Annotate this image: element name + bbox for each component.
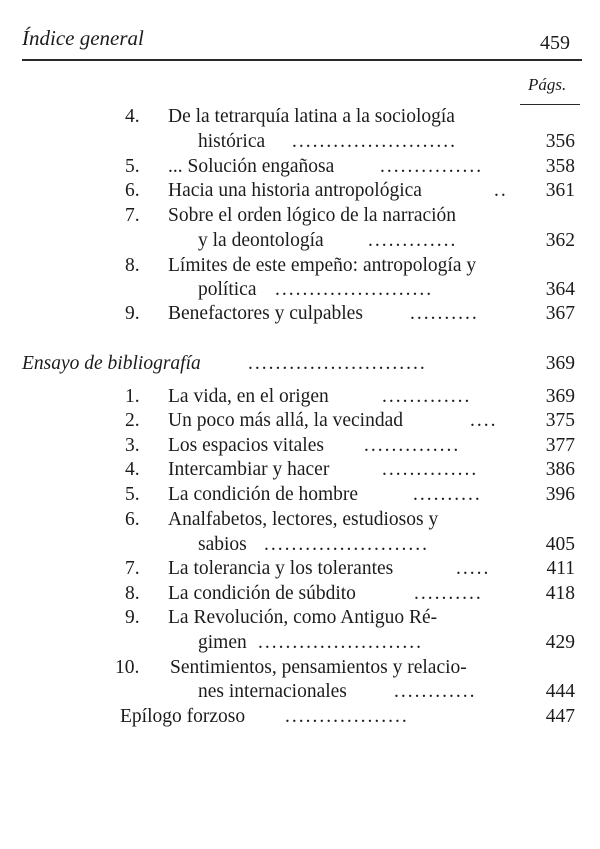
leader-dots: ............. [382, 386, 472, 407]
leader-dots: .......... [414, 583, 483, 604]
epilogue-title: Epílogo forzoso [120, 706, 246, 727]
running-header-title: Índice general [22, 26, 144, 50]
leader-dots: ............. [368, 230, 458, 251]
leader-dots: .................. [285, 706, 409, 727]
toc-entry-title: ... Solución engañosa [168, 156, 335, 177]
leader-dots: .... [470, 410, 498, 431]
toc-entry-title: Intercambiar y hacer [168, 459, 330, 480]
toc-entry-num: 7. [125, 205, 140, 226]
toc-entry-title: La vida, en el origen [168, 386, 329, 407]
toc-entry-title: La condición de hombre [168, 484, 359, 505]
toc-entry-page: 369 [545, 386, 575, 407]
toc-entry-page: 362 [545, 230, 575, 251]
toc-entry-title-cont: nes internacionales [198, 681, 347, 702]
leader-dots: .......... [413, 484, 482, 505]
toc-entry-title: Analfabetos, lectores, estudiosos y [168, 509, 439, 530]
toc-entry-page: 405 [545, 534, 575, 555]
leader-dots: ....................... [275, 279, 434, 300]
toc-entry-title-cont: histórica [198, 131, 266, 152]
toc-entry-title: Benefactores y culpables [168, 303, 363, 324]
toc-entry-title: Hacia una historia antropológica [168, 180, 422, 201]
toc-entry-title: Límites de este empeño: antropología y [168, 255, 477, 276]
toc-entry-page: 361 [545, 180, 575, 201]
toc-entry-title-cont: política [198, 279, 257, 300]
toc-entry-num: 9. [125, 607, 140, 628]
toc-entry-title: La condición de súbdito [168, 583, 356, 604]
toc-entry-title-cont: sabios [198, 534, 247, 555]
toc-entry-title: Sentimientos, pensamientos y relacio- [170, 657, 467, 678]
toc-entry-page: 444 [545, 681, 575, 702]
toc-entry-page: 367 [545, 303, 575, 324]
leader-dots: ..... [456, 558, 491, 579]
toc-entry-page: 411 [546, 558, 575, 579]
pages-column-rule [520, 104, 580, 105]
leader-dots: .. [494, 180, 508, 201]
leader-dots: .......................... [248, 353, 427, 374]
toc-entry-num: 6. [125, 509, 140, 530]
toc-entry-num: 4. [125, 106, 140, 127]
toc-entry-title: De la tetrarquía latina a la sociología [168, 106, 455, 127]
toc-entry-title: La tolerancia y los tolerantes [168, 558, 394, 579]
toc-entry-title: La Revolución, como Antiguo Ré- [168, 607, 438, 628]
leader-dots: ............... [380, 156, 484, 177]
toc-entry-num: 5. [125, 156, 140, 177]
header-rule [22, 59, 582, 61]
section-title: Ensayo de bibliografía [22, 353, 201, 374]
toc-entry-page: 375 [545, 410, 575, 431]
section-page: 369 [545, 353, 575, 374]
toc-entry-num: 8. [125, 583, 140, 604]
leader-dots: .............. [382, 459, 479, 480]
toc-entry-title-cont: gimen [198, 632, 247, 653]
toc-entry-page: 358 [545, 156, 575, 177]
toc-entry-num: 4. [125, 459, 140, 480]
pages-column-label: Págs. [528, 75, 567, 94]
toc-entry-num: 3. [125, 435, 140, 456]
toc-entry-title: Un poco más allá, la vecindad [168, 410, 403, 431]
page-number: 459 [540, 32, 570, 54]
toc-entry-page: 364 [545, 279, 575, 300]
leader-dots: ........................ [264, 534, 429, 555]
toc-entry-num: 2. [125, 410, 140, 431]
toc-entry-page: 418 [545, 583, 575, 604]
toc-entry-num: 1. [125, 386, 140, 407]
leader-dots: .......... [410, 303, 479, 324]
toc-entry-page: 356 [545, 131, 575, 152]
epilogue-page: 447 [545, 706, 575, 727]
toc-entry-num: 6. [125, 180, 140, 201]
toc-entry-page: 377 [545, 435, 575, 456]
toc-entry-title: Sobre el orden lógico de la narración [168, 205, 457, 226]
leader-dots: ........................ [292, 131, 457, 152]
toc-entry-num: 9. [125, 303, 140, 324]
leader-dots: ........................ [258, 632, 423, 653]
toc-entry-title-cont: y la deontología [198, 230, 324, 251]
toc-entry-page: 429 [545, 632, 575, 653]
toc-entry-num: 7. [125, 558, 140, 579]
toc-entry-num: 8. [125, 255, 140, 276]
toc-entry-num: 10. [115, 657, 140, 678]
toc-entry-page: 386 [545, 459, 575, 480]
leader-dots: ............ [394, 681, 477, 702]
toc-entry-page: 396 [545, 484, 575, 505]
toc-entry-title: Los espacios vitales [168, 435, 324, 456]
toc-entry-num: 5. [125, 484, 140, 505]
leader-dots: .............. [364, 435, 461, 456]
